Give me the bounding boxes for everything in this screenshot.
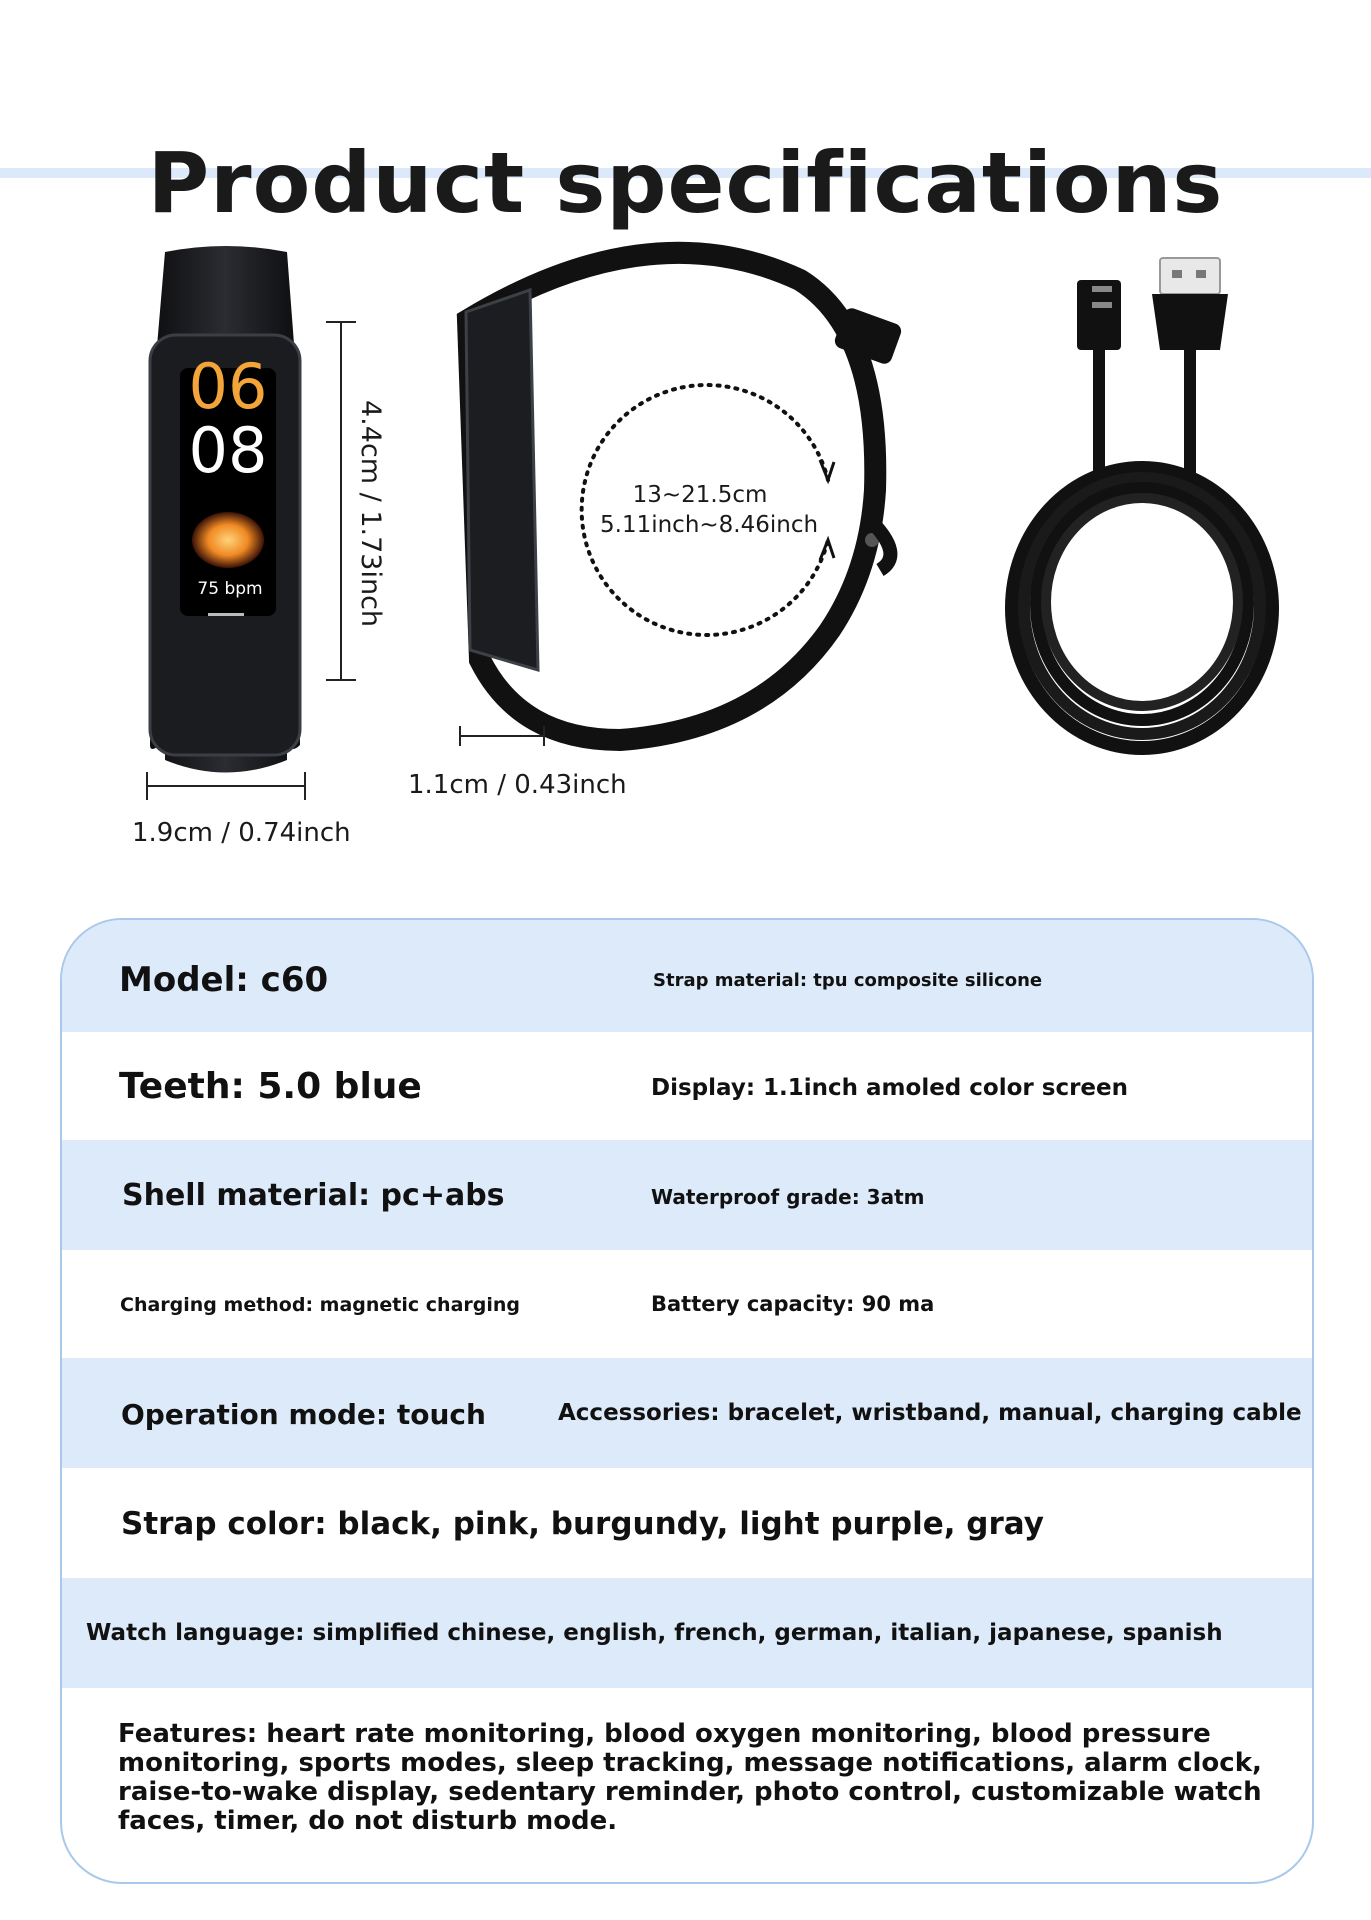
shell-material-spec: Shell material: pc+abs bbox=[122, 1178, 505, 1213]
operation-mode-spec: Operation mode: touch bbox=[121, 1398, 486, 1431]
waterproof-spec: Waterproof grade: 3atm bbox=[651, 1185, 925, 1209]
height-dimension-line bbox=[326, 322, 356, 680]
watch-hour-text: 06 bbox=[188, 350, 268, 423]
page-title: Product specifications bbox=[147, 134, 1224, 232]
thickness-dimension-label: 1.1cm / 0.43inch bbox=[408, 770, 627, 800]
charging-cable bbox=[1012, 258, 1272, 748]
watch-minute-text: 08 bbox=[188, 414, 268, 487]
model-spec: Model: c60 bbox=[119, 960, 329, 1000]
spec-row-5 bbox=[62, 1358, 1312, 1468]
watch-front bbox=[150, 246, 300, 773]
spec-row-1 bbox=[62, 920, 1312, 1032]
watch-language-spec: Watch language: simplified chinese, english, french, german, italian, japanese, spanish bbox=[86, 1620, 1223, 1646]
heart-rate-text: 75 bpm bbox=[197, 579, 263, 599]
features-spec: Features: heart rate monitoring, blood oxygen monitoring, blood pressure monitoring, sports modes, sleep tracking, message notifications, alarm clock, raise-to-wake display, sedentary reminder, photo control, customizable watch faces, timer, do not disturb mode. bbox=[118, 1719, 1262, 1836]
spec-row-4 bbox=[62, 1250, 1312, 1358]
battery-spec: Battery capacity: 90 ma bbox=[651, 1292, 935, 1316]
strap-length-cm: 13~21.5cm bbox=[632, 482, 768, 508]
display-spec: Display: 1.1inch amoled color screen bbox=[651, 1075, 1128, 1101]
height-dimension-label: 4.4cm / 1.73inch bbox=[355, 400, 386, 628]
spec-row-7 bbox=[62, 1578, 1312, 1688]
product-drawings bbox=[0, 240, 1371, 880]
spec-row-6 bbox=[62, 1468, 1312, 1578]
strap-color-spec: Strap color: black, pink, burgundy, light purple, gray bbox=[121, 1506, 1044, 1542]
strap-material-spec: Strap material: tpu composite silicone bbox=[653, 970, 1043, 991]
specifications-table bbox=[60, 918, 1314, 1884]
strap-circumference-arrow bbox=[582, 385, 834, 635]
width-dimension-line bbox=[147, 772, 305, 800]
charging-method-spec: Charging method: magnetic charging bbox=[120, 1294, 521, 1316]
strap-length-inch: 5.11inch~8.46inch bbox=[600, 512, 819, 538]
width-dimension-label: 1.9cm / 0.74inch bbox=[132, 818, 351, 848]
spec-row-2 bbox=[62, 1032, 1312, 1140]
teeth-spec: Teeth: 5.0 blue bbox=[119, 1066, 422, 1107]
accessories-spec: Accessories: bracelet, wristband, manual, charging cable bbox=[558, 1400, 1302, 1426]
product-illustrations bbox=[0, 240, 1371, 880]
spec-row-3 bbox=[62, 1140, 1312, 1250]
